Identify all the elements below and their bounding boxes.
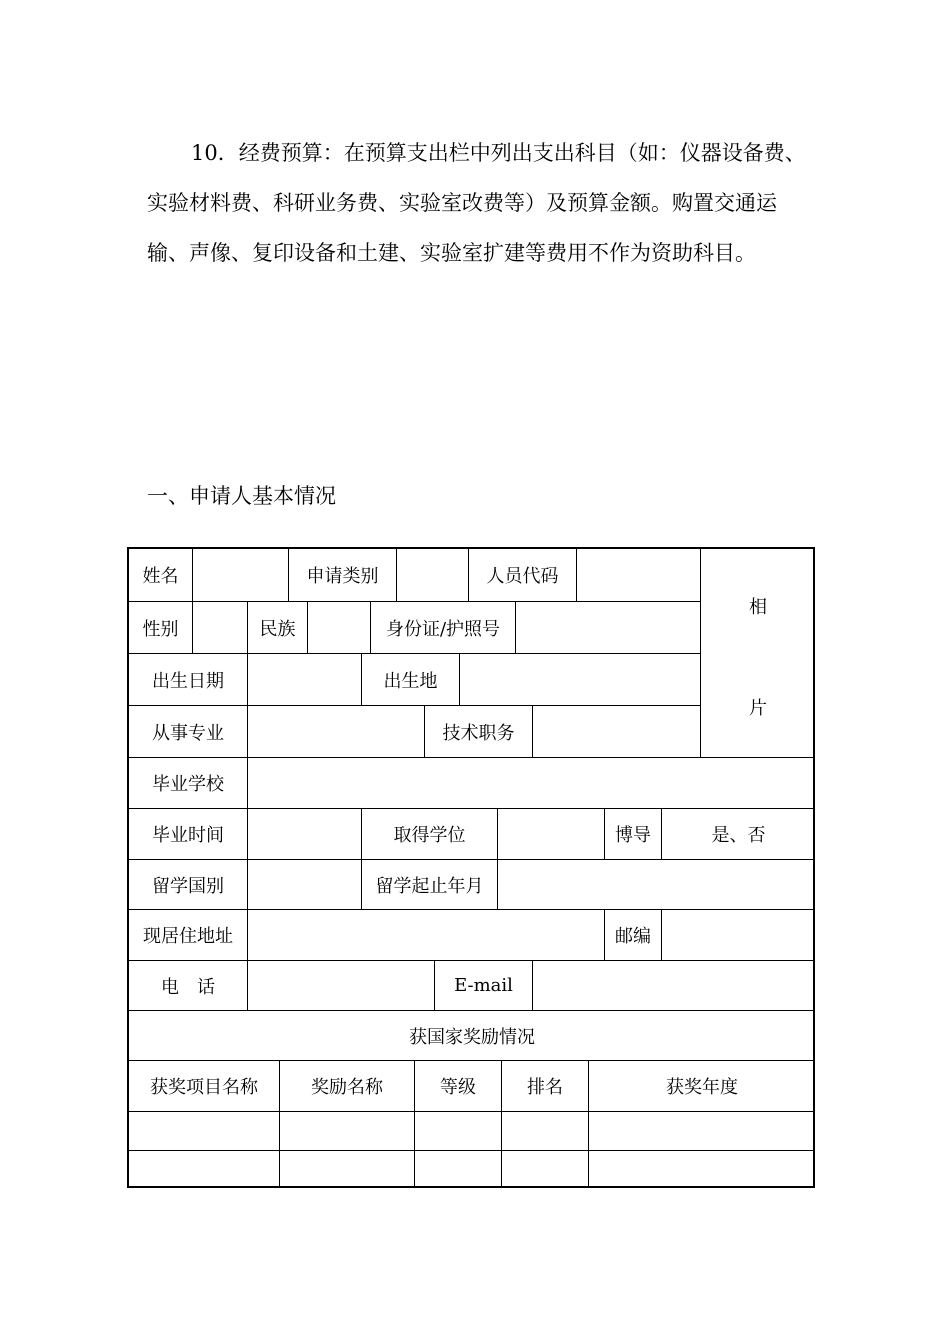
- awards-header-year: 获奖年度: [589, 1061, 815, 1112]
- label-email: E-mail: [435, 961, 533, 1011]
- input-birth-place[interactable]: [460, 654, 701, 706]
- label-study-period: 留学起止年月: [362, 860, 498, 910]
- awards-cell[interactable]: [280, 1112, 415, 1151]
- input-email[interactable]: [533, 961, 815, 1011]
- awards-cell[interactable]: [129, 1112, 280, 1151]
- awards-cell[interactable]: [129, 1151, 280, 1188]
- photo-box[interactable]: [701, 549, 815, 758]
- label-grad-time: 毕业时间: [129, 809, 248, 860]
- label-birth-place: 出生地: [362, 654, 460, 706]
- photo-label-top: 相: [749, 597, 767, 618]
- awards-cell[interactable]: [415, 1151, 502, 1188]
- awards-cell[interactable]: [280, 1151, 415, 1188]
- label-name: 姓名: [129, 549, 193, 602]
- awards-cell[interactable]: [502, 1151, 589, 1188]
- input-phone[interactable]: [248, 961, 435, 1011]
- photo-label-bottom: 片: [749, 698, 767, 719]
- awards-cell[interactable]: [589, 1151, 815, 1188]
- input-specialty[interactable]: [248, 706, 425, 758]
- phd-supervisor-choice[interactable]: 是、否: [662, 809, 815, 860]
- section-title: 一、申请人基本情况: [147, 484, 336, 508]
- label-postcode: 邮编: [605, 910, 662, 961]
- awards-section-title: 获国家奖励情况: [129, 1011, 815, 1061]
- input-birth-date[interactable]: [248, 654, 362, 706]
- label-category: 申请类别: [289, 549, 397, 602]
- label-gender: 性别: [129, 602, 193, 654]
- input-postcode[interactable]: [662, 910, 815, 961]
- label-ethnicity: 民族: [248, 602, 308, 654]
- input-name[interactable]: [193, 549, 289, 602]
- awards-cell[interactable]: [589, 1112, 815, 1151]
- budget-paragraph: 10．经费预算：在预算支出栏中列出支出科目（如：仪器设备费、实验材料费、科研业务费、实验室改费等）及预算金额。购置交通运输、声像、复印设备和土建、实验室扩建等费用不作为资助科目。: [147, 141, 806, 265]
- input-gender[interactable]: [193, 602, 248, 654]
- input-staff-code[interactable]: [577, 549, 701, 602]
- label-degree: 取得学位: [362, 809, 498, 860]
- applicant-info-form: [127, 547, 815, 1188]
- label-phone: 电 话: [129, 961, 248, 1011]
- input-study-period[interactable]: [498, 860, 815, 910]
- label-address: 现居住地址: [129, 910, 248, 961]
- label-study-country: 留学国别: [129, 860, 248, 910]
- input-id-passport[interactable]: [516, 602, 701, 654]
- label-staff-code: 人员代码: [469, 549, 577, 602]
- input-address[interactable]: [248, 910, 605, 961]
- input-tech-title[interactable]: [533, 706, 701, 758]
- input-ethnicity[interactable]: [308, 602, 371, 654]
- input-grad-time[interactable]: [248, 809, 362, 860]
- label-tech-title: 技术职务: [425, 706, 533, 758]
- input-category[interactable]: [397, 549, 469, 602]
- awards-header-rank: 排名: [502, 1061, 589, 1112]
- awards-header-award-name: 奖励名称: [280, 1061, 415, 1112]
- input-school[interactable]: [248, 758, 815, 809]
- awards-header-grade: 等级: [415, 1061, 502, 1112]
- input-study-country[interactable]: [248, 860, 362, 910]
- awards-cell[interactable]: [415, 1112, 502, 1151]
- label-birth-date: 出生日期: [129, 654, 248, 706]
- input-degree[interactable]: [498, 809, 605, 860]
- awards-header-project: 获奖项目名称: [129, 1061, 280, 1112]
- label-phd-supervisor: 博导: [605, 809, 662, 860]
- label-specialty: 从事专业: [129, 706, 248, 758]
- awards-cell[interactable]: [502, 1112, 589, 1151]
- label-school: 毕业学校: [129, 758, 248, 809]
- label-id-passport: 身份证/护照号: [371, 602, 516, 654]
